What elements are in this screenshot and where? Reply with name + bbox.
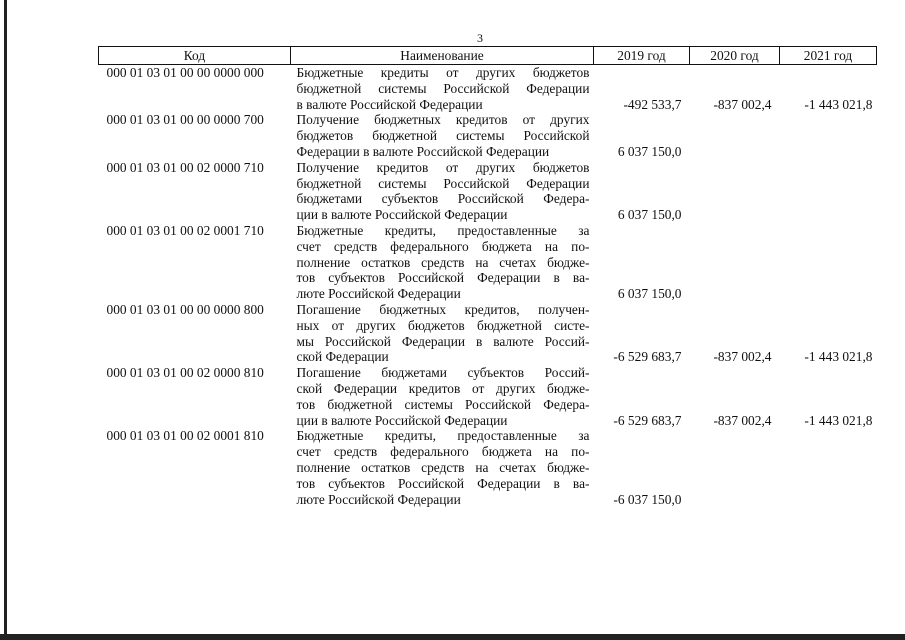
row-name-line: бюджетной системы Российской Федерации [296, 80, 590, 96]
header-2021: 2021 год [780, 47, 877, 65]
row-name-line: полнение остатков средств на счетах бюдже- [296, 459, 590, 475]
row-value-2019: -6 529 683,7 [613, 349, 682, 365]
row-name-line: ции в валюте Российской Федерации [296, 207, 508, 223]
row-name-line: бюджетами субъектов Российской Федера- [296, 191, 590, 207]
row-value-2020: -837 002,4 [713, 96, 772, 112]
row-name-line: тов субъектов Российской Федерации в ва- [296, 270, 590, 286]
row-name-line: полнение остатков средств на счетах бюдже- [296, 254, 590, 270]
table-row [99, 365, 877, 428]
row-value-2020 [690, 223, 780, 302]
table-row [99, 112, 877, 159]
row-name [291, 365, 594, 428]
row-code: 000 01 03 01 00 02 0000 810 [106, 365, 264, 381]
row-value-2020: -837 002,4 [713, 412, 772, 428]
row-name-line: люте Российской Федерации [296, 491, 461, 507]
row-code: 000 01 03 01 00 02 0001 710 [106, 222, 264, 238]
row-value-2020 [690, 160, 780, 223]
row-name-line: тов субъектов Российской Федерации в ва- [296, 475, 590, 491]
row-value-2020 [690, 428, 780, 507]
row-name-line: Бюджетные кредиты от других бюджетов [296, 65, 590, 80]
table-row [99, 428, 877, 507]
row-name-line: счет средств федерального бюджета на по- [296, 238, 590, 254]
table-body [99, 65, 877, 508]
row-value-2021: -1 443 021,8 [804, 412, 873, 428]
page-number: 3 [477, 31, 483, 45]
row-value-2021 [780, 223, 877, 302]
row-name-line: Получение кредитов от других бюджетов [296, 159, 590, 175]
row-name-line: Погашение бюджетами субъектов Россий- [296, 365, 590, 381]
row-name [291, 112, 594, 159]
row-code: 000 01 03 01 00 00 0000 700 [106, 112, 264, 128]
row-name-line: в валюте Российской Федерации [296, 96, 483, 112]
row-value-2019: -6 037 150,0 [613, 491, 682, 507]
row-name-line: счет средств федерального бюджета на по- [296, 444, 590, 460]
row-value-2019: -492 533,7 [623, 96, 682, 112]
row-name-line: ции в валюте Российской Федерации [296, 412, 508, 428]
row-name-line: Федерации в валюте Российской Федерации [296, 143, 550, 159]
row-name-line: Бюджетные кредиты, предоставленные за [296, 428, 590, 444]
row-name-line: люте Российской Федерации [296, 286, 461, 302]
budget-credits-table [98, 46, 877, 507]
table-row [99, 223, 877, 302]
row-code: 000 01 03 01 00 00 0000 000 [106, 65, 264, 80]
header-code: Код [99, 47, 291, 65]
row-name-line: ных от других бюджетов бюджетной систе- [296, 317, 590, 333]
row-name [291, 428, 594, 507]
row-value-2021 [780, 112, 877, 159]
row-name [291, 65, 594, 113]
row-code: 000 01 03 01 00 02 0000 710 [106, 159, 264, 175]
row-value-2021: -1 443 021,8 [804, 96, 873, 112]
row-value-2021: -1 443 021,8 [804, 349, 873, 365]
row-value-2019: 6 037 150,0 [617, 207, 682, 223]
table-row [99, 302, 877, 365]
row-name-line: Бюджетные кредиты, предоставленные за [296, 222, 590, 238]
row-value-2019: 6 037 150,0 [617, 286, 682, 302]
row-name-line: бюджетов бюджетной системы Российской [296, 128, 590, 144]
row-code: 000 01 03 01 00 02 0001 810 [106, 428, 264, 444]
row-value-2021 [780, 428, 877, 507]
table-row [99, 65, 877, 113]
row-value-2019: -6 529 683,7 [613, 412, 682, 428]
row-name [291, 160, 594, 223]
row-code: 000 01 03 01 00 00 0000 800 [106, 301, 264, 317]
row-name-line: тов бюджетной системы Российской Федера- [296, 396, 590, 412]
row-name [291, 223, 594, 302]
scan-left-edge [4, 0, 7, 640]
header-2020: 2020 год [690, 47, 780, 65]
header-2019: 2019 год [594, 47, 690, 65]
table-header [99, 47, 877, 65]
row-value-2020: -837 002,4 [713, 349, 772, 365]
row-name-line: ской Федерации [296, 349, 389, 365]
row-name-line: Получение бюджетных кредитов от других [296, 112, 590, 128]
row-name-line: мы Российской Федерации в валюте Россий- [296, 333, 590, 349]
row-name [291, 302, 594, 365]
table-row [99, 160, 877, 223]
row-name-line: бюджетной системы Российской Федерации [296, 175, 590, 191]
row-name-line: ской Федерации кредитов от других бюдже- [296, 380, 590, 396]
scan-bottom-edge [0, 634, 905, 640]
row-value-2020 [690, 112, 780, 159]
row-value-2019: 6 037 150,0 [617, 143, 682, 159]
row-name-line: Погашение бюджетных кредитов, получен- [296, 301, 590, 317]
header-name: Наименование [291, 47, 594, 65]
row-value-2021 [780, 160, 877, 223]
